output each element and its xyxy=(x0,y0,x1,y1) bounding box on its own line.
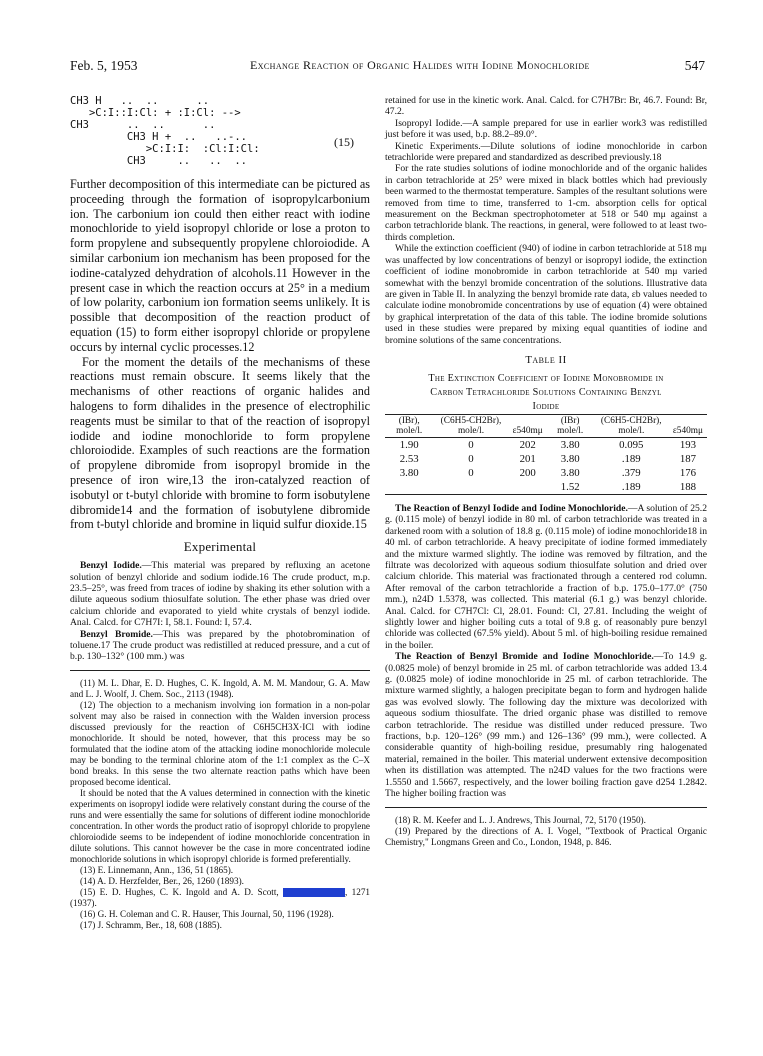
table-cell: 3.80 xyxy=(560,438,580,451)
body-paragraph: For the rate studies solutions of iodine monochloride and of the organic halides in carbon tetrachloride at 25° were mixed in black bottles which had previously been warmed to the thermostat temperature. Samples of the resultant solutions were removed from time to time, transferred to 1-cm. absorption cells for optical measurement on the Beckman spectrophotometer at 518 or 540 mμ against a carbon tetrachloride blank. The reactions, in general, were followed to at least two-thirds completion. xyxy=(385,163,707,243)
footnote: (13) E. Linnemann, Ann., 136, 51 (1865). xyxy=(80,864,234,875)
redaction-mark xyxy=(283,888,345,897)
table-cell: 202 xyxy=(519,438,536,451)
header-date: Feb. 5, 1953 xyxy=(70,58,138,73)
experimental-paragraph xyxy=(70,560,370,628)
table-cell xyxy=(509,480,547,495)
equation-line: >C:I::I:Cl: + :I:Cl: --> xyxy=(70,107,241,119)
table-cell: 0.095 xyxy=(619,438,644,451)
section-heading: Experimental xyxy=(183,539,257,555)
table-row xyxy=(385,480,707,495)
table-header: (IBr), mole/l. xyxy=(396,415,423,436)
equation-line: CH3 H .. .. .. xyxy=(70,95,210,107)
footnote: (14) A. D. Herzfelder, Ber., 26, 1260 (1893). xyxy=(80,875,244,886)
left-column xyxy=(70,95,370,931)
experimental-paragraph xyxy=(70,629,370,663)
extinction-table xyxy=(385,414,707,495)
footnote-text: 1271 (1937). xyxy=(70,886,371,908)
paragraph-heading: Benzyl Bromide. xyxy=(80,628,153,640)
equation-line: CH3 .. .. .. xyxy=(70,155,248,167)
table-header: (C6H5-CH2Br), mole/l. xyxy=(600,415,662,436)
table-title: Carbon Tetrachloride Solutions Containing Benzyl xyxy=(430,386,662,398)
table-cell: 201 xyxy=(519,452,536,465)
equation-15 xyxy=(70,95,370,177)
page-header xyxy=(70,58,705,78)
body-paragraph: For the moment the details of the mechanisms of these reactions must remain obscure. It seems likely that the mechanisms of other reactions of organic halides and halogens to form dihalides in the presence of electrophilic reagents must be similar to that of the reaction of isopropyl iodide and iodine monochloride to form propylene chloroiodide. Examples of such reactions are the formation of propylene dibromide from isopropyl bromide in the presence of iron wire,13 the iron-catalyzed reaction of isobutyl or t-butyl chloride with bromine to form isobutylene dibromide14 and the formation of isobutylene dibromide from t-butyl chloride and bromine in liquid sulfur dioxide.15 xyxy=(70,354,370,532)
table-cell: 3.80 xyxy=(560,466,580,479)
table-cell: 187 xyxy=(679,452,697,465)
paragraph-heading: The Reaction of Benzyl Iodide and Iodine Monochloride. xyxy=(395,502,628,514)
footnote: (11) M. L. Dhar, E. D. Hughes, C. K. Ingold, A. M. M. Mandour, G. A. Maw and L. J. Woolf, J. Chem. Soc., 2113 (1948). xyxy=(70,677,370,699)
body-paragraph: retained for use in the kinetic work. Anal. Calcd. for C7H7Br: Br, 46.7. Found: Br, 47.2. xyxy=(385,95,707,118)
table-cell xyxy=(385,480,433,495)
table-row xyxy=(385,466,707,480)
paragraph-heading: Benzyl Iodide. xyxy=(80,560,142,572)
table-label: Table II xyxy=(525,353,567,366)
body-paragraph: Kinetic Experiments.—Dilute solutions of iodine monochloride in carbon tetrachloride were prepared and standardized as described previously.18 xyxy=(385,140,707,164)
table-cell: 176 xyxy=(679,466,697,479)
table-header-row xyxy=(385,414,707,437)
footnote-divider xyxy=(385,807,707,808)
equation-line: CH3 H + .. ..-.. xyxy=(70,131,248,143)
right-column xyxy=(385,95,707,848)
table-cell: 3.80 xyxy=(560,452,580,465)
body-paragraph: Further decomposition of this intermediate can be pictured as proceeding through the formation of isopropylcarbonium ion. The carbonium ion could then either react with iodine monochloride to yield isopropyl chloride or lose a proton to form propylene and subsequently propylene chloroiodide. A similar carbonium ion mechanism has been proposed for the iodine-catalyzed dehydration of alcohols.11 However in the present case in which the reaction occurs at 25° in a medium of low polarity, carbonium ion formation seems unlikely. It is possible that decomposition of the reaction product of equation (15) to form either isopropyl chloride or propylene occurs by internal cyclic processes.12 xyxy=(70,177,370,354)
equation-line: >C:I:I: :Cl:I:Cl: xyxy=(70,143,260,155)
paragraph-text: —A solution of 25.2 g. (0.115 mole) of benzyl iodide in 80 ml. of carbon tetrachloride was treated in a darkened room with a solution of 18.8 g. (0.115 mole) of iodine monochloride18 in 40 ml. of carbon tetrachloride. A heavy precipitate of iodine formed immediately and the mixture warmed slightly. The iodine was removed by filtration, and the filtrate was decolorized with aqueous sodium thiosulfate solution and dried over calcium chloride. This material was fractionated through a centered rod column. After removal of the carbon tetrachloride a fraction of b.p. 175.0–177.0° (750 mm.), n24D 1.5378, was collected. This material (6.1 g.) was benzyl chloride. Anal. Calcd. for C7H7Cl: Cl, 28.01. Found: Cl, 27.81. Including the weight of slightly lower and higher boiling cuts a total of 9.8 g. of reasonably pure benzyl chloride was collected (67.5% yield). About 5 ml. of high-boiling residue remained in the boiler. xyxy=(385,502,707,651)
footnote: (17) J. Schramm, Ber., 18, 608 (1885). xyxy=(80,919,222,930)
paragraph-text: —This was prepared by the photobromination of toluene.17 The crude product was redistilled at reduced pressure, and a cut of b.p. 130–132° (100 mm.) was xyxy=(70,628,370,663)
table-cell: 1.90 xyxy=(399,438,419,451)
table-cell: .379 xyxy=(621,466,641,479)
table-header: (IBr) mole/l. xyxy=(557,415,584,436)
header-title: Exchange Reaction of Organic Halides with Iodine Monochloride xyxy=(250,58,590,72)
body-paragraph: While the extinction coefficient (940) of iodine in carbon tetrachloride at 518 mμ was unaffected by low concentrations of benzyl or isopropyl iodide, the extinction coefficient of iodine monobromide in carbon tetrachloride at 540 mμ varied somewhat with the benzyl bromide concentration of the solutions. Illustrative data are given in Table II. In analyzing the benzyl bromide rate data, εb values needed to calculate iodine monobromide concentrations by use of equation (4) were obtained by graphical interpretation of the data of this table. The iodine bromide solutions used in these studies were prepared by mixing equal quantities of iodine and bromine solutions of the same concentrations. xyxy=(385,243,707,346)
page-number: 547 xyxy=(684,58,705,73)
footnote: (18) R. M. Keefer and L. J. Andrews, This Journal, 72, 5170 (1950). xyxy=(395,814,646,825)
table-cell: 200 xyxy=(519,466,536,479)
table-cell: 0 xyxy=(468,466,474,479)
table-cell: 2.53 xyxy=(399,452,419,465)
table-cell: 188 xyxy=(679,480,697,493)
equation-number: (15) xyxy=(334,135,354,149)
experimental-paragraph xyxy=(385,503,707,651)
table-cell: 193 xyxy=(679,438,697,451)
footnote: (12) The objection to a mechanism involving ion formation in a non-polar solvent may also be raised in connection with the Walden inversion process discussed previously for the reaction of C6H5CH3X·ICl with iodine monochloride. It should be noted, however, that this process may be so formulated that the iodine atom of the attacking iodine monochloride molecule may be bonding to the terminal chlorine atom of the 1:1 complex as the C–X bond breaks. In this sense the two alternate reaction paths which have been proposed become identical. xyxy=(70,699,370,787)
experimental-paragraph xyxy=(385,651,707,799)
table-header: (C6H5-CH2Br), mole/l. xyxy=(440,415,502,436)
table-cell: .189 xyxy=(621,480,641,493)
table-title: Iodide xyxy=(532,400,560,412)
table-title: The Extinction Coefficient of Iodine Monobromide in xyxy=(428,372,664,384)
footnote-text: (15) E. D. Hughes, C. K. Ingold and A. D. Scott, xyxy=(80,886,279,897)
table-cell xyxy=(433,480,508,495)
table-cell: 0 xyxy=(468,452,474,465)
table-header: ε540mμ xyxy=(512,425,543,436)
paragraph-heading: The Reaction of Benzyl Bromide and Iodine Monochloride. xyxy=(395,651,654,663)
footnote-divider xyxy=(70,670,370,671)
paragraph-text: —To 14.9 g. (0.0825 mole) of benzyl bromide in 25 ml. of carbon tetrachloride was added 13.4 g. (0.0825 mole) of iodine monochloride in 25 ml. of carbon tetrachloride. The mixture warmed slightly, a halogen precipitate began to form and hydrogen halide gas was evolved slowly. The following day the mixture was decolorized with aqueous sodium thiosulfate. The dried organic phase was distilled to remove carbon tetrachloride. The residue was distilled under reduced pressure. Two fractions, b.p. 120–126° (99 mm.) and 126–136° (99 mm.), were collected. A considerable quantity of high-boiling residue, presumably ring halogenated material, remained in the boiler. This material underwent extensive decomposition when its distillation was attempted. The n24D values for the two fractions were 1.5550 and 1.5667, respectively, and the lower boiling fraction gave d254 1.2842. The higher boiling fraction was xyxy=(385,651,707,800)
table-cell: 3.80 xyxy=(399,466,419,479)
body-paragraph: Isopropyl Iodide.—A sample prepared for use in earlier work3 was redistilled just before it was used, b.p. 88.2–89.0°. xyxy=(385,117,707,141)
equation-line: CH3 .. .. .. xyxy=(70,119,216,131)
paragraph-text: —This material was prepared by refluxing an acetone solution of benzyl chloride and sodium iodide.16 The crude product, m.p. 23.5–25°, was freed from traces of iodine by shaking its ether solution with a dilute aqueous sodium thiosulfate solution. The ether phase was dried over calcium chloride and evaporated to yield white crystals of benzyl iodide. Anal. Calcd. for C7H7I: I, 58.1. Found: I, 57.4. xyxy=(70,560,370,629)
table-cell: 1.52 xyxy=(560,480,580,493)
footnote: (16) G. H. Coleman and C. R. Hauser, This Journal, 50, 1196 (1928). xyxy=(80,908,334,919)
table-cell: 0 xyxy=(468,438,474,451)
table-row xyxy=(385,452,707,466)
footnote: (15) E. D. Hughes, C. K. Ingold and A. D. Scott, , 1271 (1937). xyxy=(70,886,371,908)
table-cell: .189 xyxy=(621,452,641,465)
table-header: ε540mμ xyxy=(672,425,703,436)
table-row xyxy=(385,437,707,452)
footnote: (19) Prepared by the directions of A. I. Vogel, "Textbook of Practical Organic Chemistry," Longmans Green and Co., London, 1948, p. 846. xyxy=(385,825,707,847)
footnote: It should be noted that the A values determined in connection with the kinetic experiments on isopropyl iodide were relatively constant during the course of the runs and were essentially the same for solutions of different iodine monochloride concentration. In other words the product ratio of isopropyl chloride to propylene chloroiodide seems to be independent of iodine monochloride concentration in dilute solutions. This cannot however be the case in more concentrated iodine monochloride solutions in which isopropyl chloride is formed preferentially. xyxy=(70,787,370,864)
